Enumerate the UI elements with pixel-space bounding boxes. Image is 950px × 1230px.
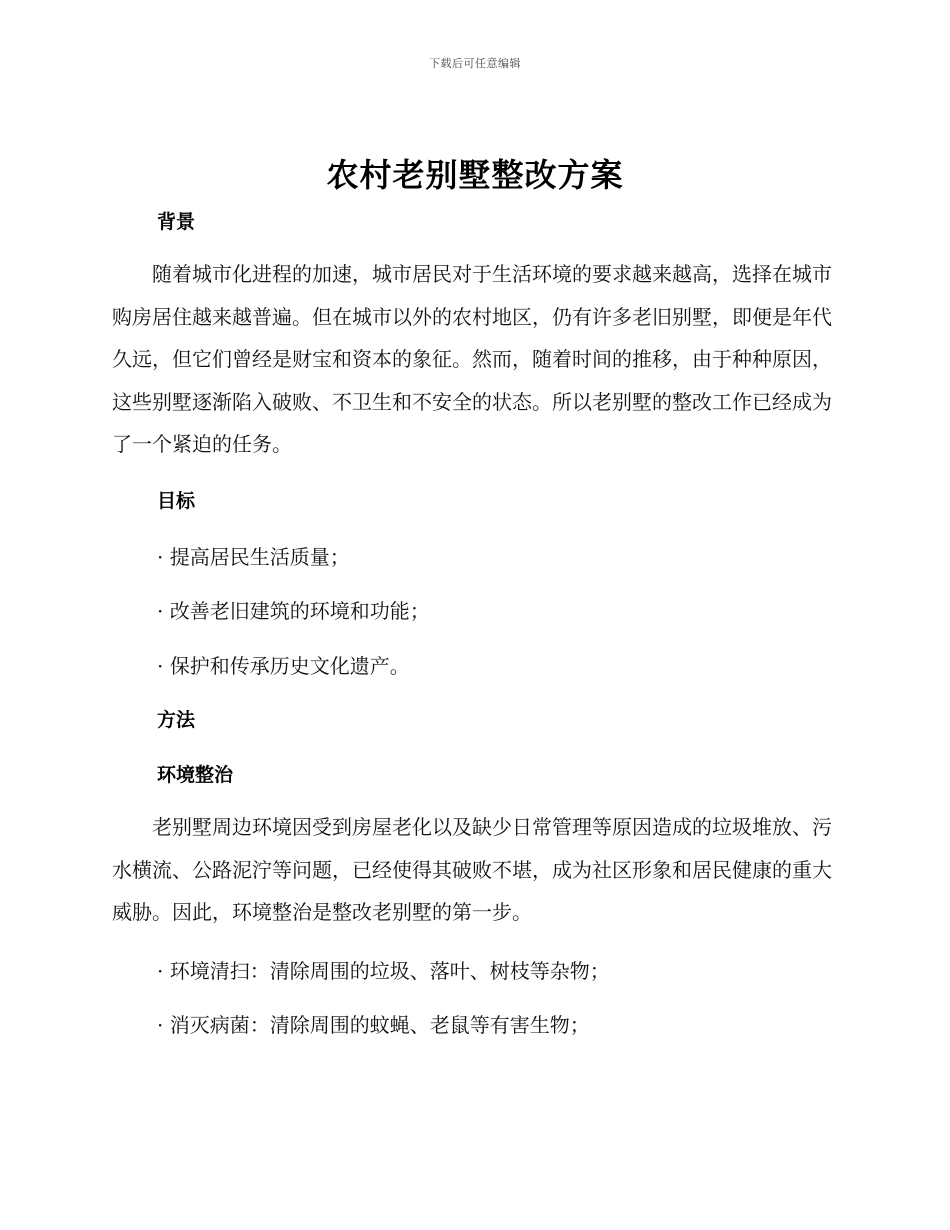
environment-item: · 消灭病菌：清除周围的蚊蝇、老鼠等有害生物； [157,1013,590,1037]
goal-item: · 保护和传承历史文化遗产。 [157,654,410,678]
environment-item: · 环境清扫：清除周围的垃圾、落叶、树枝等杂物； [157,959,610,983]
section-heading-goals: 目标 [157,490,196,512]
document-title: 农村老别墅整改方案 [326,156,624,194]
goal-item: · 改善老旧建筑的环境和功能； [157,599,430,623]
header-note: 下载后可任意编辑 [429,57,521,70]
goal-item: · 提高居民生活质量； [157,545,350,569]
background-paragraph: 随着城市化进程的加速，城市居民对于生活环境的要求越来越高，选择在城市购房居住越来越普遍。但在城市以外的农村地区，仍有许多老旧别墅，即便是年代久远，但它们曾经是财宝和资本的象征。然而，随着时间的推移，由于种种原因，这些别墅逐渐陷入破败、不卫生和不安全的状态。所以老别墅的整改工作已经成为了一个紧迫的任务。 [112,262,832,456]
subsection-heading-environment: 环境整治 [157,764,234,786]
section-heading-background: 背景 [157,211,196,233]
section-heading-methods: 方法 [157,709,196,731]
environment-paragraph: 老别墅周边环境因受到房屋老化以及缺少日常管理等原因造成的垃圾堆放、污水横流、公路泥泞等问题，已经使得其破败不堪，成为社区形象和居民健康的重大威胁。因此，环境整治是整改老别墅的第一步。 [112,815,832,924]
